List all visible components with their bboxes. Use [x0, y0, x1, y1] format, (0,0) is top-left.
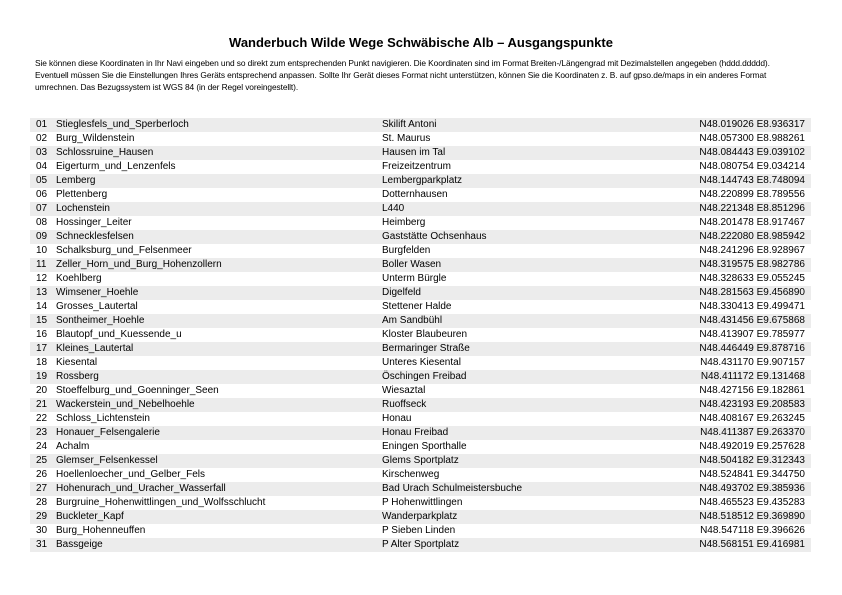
table-row: [30, 328, 811, 342]
row-number: 25: [36, 455, 48, 466]
route-name: Stoeffelburg_und_Goenninger_Seen: [56, 385, 219, 396]
route-name: Glemser_Felsenkessel: [56, 455, 158, 466]
route-name: Hohenurach_und_Uracher_Wasserfall: [56, 483, 226, 494]
start-location: Honau: [382, 413, 412, 424]
row-number: 03: [36, 147, 48, 158]
start-location: Kirschenweg: [382, 469, 440, 480]
start-location: Eningen Sporthalle: [382, 441, 467, 452]
gps-coordinates: N48.220899 E8.789556: [699, 189, 805, 200]
start-location: Dotternhausen: [382, 189, 448, 200]
route-name: Bassgeige: [56, 539, 103, 550]
table-row: [30, 454, 811, 468]
table-row: [30, 384, 811, 398]
page-title: Wanderbuch Wilde Wege Schwäbische Alb – Ausgangspunkte: [229, 35, 613, 50]
route-name: Plettenberg: [56, 189, 108, 200]
gps-coordinates: N48.524841 E9.344750: [699, 469, 805, 480]
route-name: Lochenstein: [56, 203, 110, 214]
gps-coordinates: N48.057300 E8.988261: [699, 133, 805, 144]
start-location: Kloster Blaubeuren: [382, 329, 468, 340]
start-location: Boller Wasen: [382, 259, 442, 270]
table-row: [30, 160, 811, 174]
gps-coordinates: N48.431456 E9.675868: [699, 315, 805, 326]
table-row: [30, 370, 811, 384]
row-number: 31: [36, 539, 48, 550]
route-name: Koehlberg: [56, 273, 102, 284]
row-number: 11: [36, 259, 47, 270]
route-name: Lemberg: [56, 175, 96, 186]
gps-coordinates: N48.446449 E9.878716: [699, 343, 805, 354]
start-location: Bad Urach Schulmeistersbuche: [382, 483, 523, 494]
route-name: Grosses_Lautertal: [56, 301, 138, 312]
row-number: 24: [36, 441, 48, 452]
start-location: L440: [382, 203, 405, 214]
gps-coordinates: N48.084443 E9.039102: [699, 147, 805, 158]
start-location: Digelfeld: [382, 287, 421, 298]
table-row: [30, 342, 811, 356]
table-row: [30, 118, 811, 132]
gps-coordinates: N48.328633 E9.055245: [699, 273, 805, 284]
intro-paragraph-2: Eventuell müssen Sie die Einstellungen Ihres Geräts entsprechend anpassen. Sollte Ihr Gerät dieses Format nicht unterstützen, können Sie die Koordinaten z. B. auf gpso.de/maps in ein anderes Format umrechnen. Das Bezugssystem ist WGS 84 (in der Regel voreingestellt).: [35, 70, 767, 93]
gps-coordinates: N48.319575 E8.982786: [699, 259, 805, 270]
row-number: 06: [36, 189, 48, 200]
table-row: [30, 426, 811, 440]
row-number: 28: [36, 497, 48, 508]
route-name: Sontheimer_Hoehle: [56, 315, 145, 326]
route-name: Wackerstein_und_Nebelhoehle: [56, 399, 195, 410]
start-location: Hausen im Tal: [382, 147, 446, 158]
row-number: 30: [36, 525, 48, 536]
table-row: [30, 272, 811, 286]
table-row: [30, 174, 811, 188]
row-number: 04: [36, 161, 48, 172]
gps-coordinates: N48.504182 E9.312343: [699, 455, 805, 466]
start-location: P Alter Sportplatz: [382, 539, 460, 550]
row-number: 13: [36, 287, 48, 298]
route-name: Honauer_Felsengalerie: [56, 427, 160, 438]
table-row: [30, 188, 811, 202]
table-row: [30, 412, 811, 426]
gps-coordinates: N48.423193 E9.208583: [699, 399, 805, 410]
starting-points-table: [30, 118, 811, 552]
table-row: [30, 286, 811, 300]
route-name: Schlossruine_Hausen: [56, 147, 154, 158]
table-row: [30, 524, 811, 538]
row-number: 26: [36, 469, 48, 480]
route-name: Rossberg: [56, 371, 99, 382]
start-location: P Hohenwittlingen: [382, 497, 463, 508]
row-number: 15: [36, 315, 48, 326]
table-row: [30, 496, 811, 510]
start-location: Wiesaztal: [382, 385, 426, 396]
gps-coordinates: N48.413907 E9.785977: [699, 329, 805, 340]
gps-coordinates: N48.019026 E8.936317: [699, 119, 805, 130]
start-location: Am Sandbühl: [382, 315, 443, 326]
start-location: Stettener Halde: [382, 301, 452, 312]
gps-coordinates: N48.427156 E9.182861: [699, 385, 805, 396]
row-number: 05: [36, 175, 48, 186]
gps-coordinates: N48.201478 E8.917467: [699, 217, 805, 228]
table-row: [30, 300, 811, 314]
row-number: 29: [36, 511, 48, 522]
gps-coordinates: N48.465523 E9.435283: [699, 497, 805, 508]
row-number: 10: [36, 245, 48, 256]
gps-coordinates: N48.492019 E9.257628: [699, 441, 805, 452]
route-name: Burgruine_Hohenwittlingen_und_Wolfsschlucht: [56, 497, 266, 508]
route-name: Schnecklesfelsen: [56, 231, 134, 242]
table-row: [30, 482, 811, 496]
gps-coordinates: N48.330413 E9.499471: [699, 301, 805, 312]
row-number: 23: [36, 427, 48, 438]
route-name: Blautopf_und_Kuessende_u: [56, 329, 182, 340]
table-row: [30, 538, 811, 552]
start-location: Unteres Kiesental: [382, 357, 461, 368]
route-name: Achalm: [56, 441, 90, 452]
route-name: Hossinger_Leiter: [56, 217, 132, 228]
table-row: [30, 468, 811, 482]
start-location: Bermaringer Straße: [382, 343, 470, 354]
route-name: Kiesental: [56, 357, 98, 368]
route-name: Wimsener_Hoehle: [56, 287, 139, 298]
row-number: 12: [36, 273, 48, 284]
row-number: 02: [36, 133, 48, 144]
start-location: Ruoffseck: [382, 399, 427, 410]
route-name: Buckleter_Kapf: [56, 511, 124, 522]
row-number: 08: [36, 217, 48, 228]
table-row: [30, 216, 811, 230]
gps-coordinates: N48.411387 E9.263370: [700, 427, 805, 438]
row-number: 20: [36, 385, 48, 396]
gps-coordinates: N48.408167 E9.263245: [699, 413, 805, 424]
table-row: [30, 510, 811, 524]
route-name: Burg_Hohenneuffen: [56, 525, 146, 536]
route-name: Schloss_Lichtenstein: [56, 413, 150, 424]
start-location: Gaststätte Ochsenhaus: [382, 231, 487, 242]
table-row: [30, 440, 811, 454]
row-number: 22: [36, 413, 48, 424]
row-number: 01: [36, 119, 48, 130]
gps-coordinates: N48.221348 E8.851296: [699, 203, 805, 214]
row-number: 16: [36, 329, 48, 340]
row-number: 21: [36, 399, 48, 410]
row-number: 07: [36, 203, 48, 214]
gps-coordinates: N48.144743 E8.748094: [699, 175, 805, 186]
table-row: [30, 202, 811, 216]
route-name: Zeller_Horn_und_Burg_Hohenzollern: [56, 259, 222, 270]
start-location: Freizeitzentrum: [382, 161, 451, 172]
gps-coordinates: N48.518512 E9.369890: [699, 511, 805, 522]
route-name: Hoellenloecher_und_Gelber_Fels: [56, 469, 205, 480]
row-number: 14: [36, 301, 48, 312]
start-location: Skilift Antoni: [382, 119, 437, 130]
row-number: 17: [36, 343, 48, 354]
row-number: 19: [36, 371, 48, 382]
gps-coordinates: N48.568151 E9.416981: [699, 539, 805, 550]
intro-text: [35, 57, 810, 94]
table-row: [30, 258, 811, 272]
start-location: Wanderparkplatz: [382, 511, 458, 522]
row-number: 18: [36, 357, 48, 368]
gps-coordinates: N48.411172 E9.131468: [700, 371, 805, 382]
gps-coordinates: N48.241296 E8.928967: [699, 245, 805, 256]
table-row: [30, 132, 811, 146]
start-location: P Sieben Linden: [382, 525, 456, 536]
table-row: [30, 244, 811, 258]
start-location: Heimberg: [382, 217, 426, 228]
row-number: 09: [36, 231, 48, 242]
table-row: [30, 146, 811, 160]
table-row: [30, 314, 811, 328]
gps-coordinates: N48.493702 E9.385936: [699, 483, 805, 494]
route-name: Schalksburg_und_Felsenmeer: [56, 245, 192, 256]
row-number: 27: [36, 483, 48, 494]
route-name: Eigerturm_und_Lenzenfels: [56, 161, 176, 172]
table-row: [30, 356, 811, 370]
table-row: [30, 230, 811, 244]
route-name: Burg_Wildenstein: [56, 133, 135, 144]
start-location: Lembergparkplatz: [382, 175, 463, 186]
table-row: [30, 398, 811, 412]
start-location: Honau Freibad: [382, 427, 449, 438]
start-location: St. Maurus: [382, 133, 431, 144]
gps-coordinates: N48.281563 E9.456890: [699, 287, 805, 298]
route-name: Stieglesfels_und_Sperberloch: [56, 119, 189, 130]
gps-coordinates: N48.080754 E9.034214: [699, 161, 805, 172]
gps-coordinates: N48.431170 E9.907157: [700, 357, 805, 368]
start-location: Glems Sportplatz: [382, 455, 459, 466]
intro-paragraph-1: Sie können diese Koordinaten in Ihr Navi eingeben und so direkt zum entsprechenden Punkt navigieren. Die Koordinaten sind im Format Breiten-/Längengrad mit Dezimalstellen angegeben (hddd.ddddd).: [35, 58, 770, 68]
gps-coordinates: N48.547118 E9.396626: [700, 525, 805, 536]
start-location: Unterm Bürgle: [382, 273, 447, 284]
gps-coordinates: N48.222080 E8.985942: [699, 231, 805, 242]
route-name: Kleines_Lautertal: [56, 343, 134, 354]
start-location: Öschingen Freibad: [382, 371, 467, 382]
start-location: Burgfelden: [382, 245, 431, 256]
